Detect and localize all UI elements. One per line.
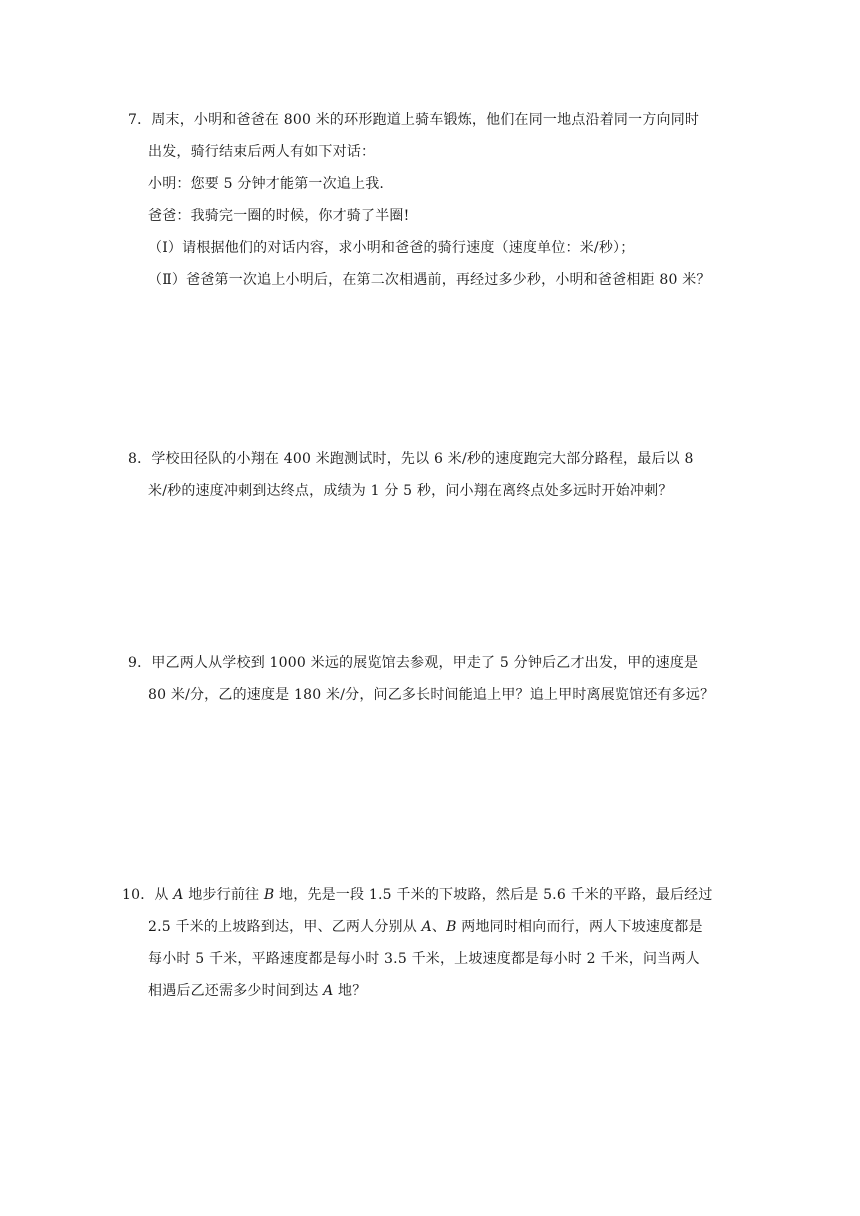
variable-b: B <box>263 887 275 903</box>
variable-a: A <box>421 919 432 935</box>
problem-line <box>128 443 738 475</box>
problem-7 <box>128 104 738 296</box>
problem-text-post: 两地同时相向而行，两人下坡速度都是 <box>456 919 703 935</box>
problem-text-pre: 从 <box>154 887 174 903</box>
problem-number: 10． <box>122 887 155 903</box>
problem-text-pre: 相遇后乙还需多少时间到达 <box>148 983 324 999</box>
problem-text: 学校田径队的小翔在 400 米跑测试时，先以 6 米/秒的速度跑完大部分路程，最后以 8 <box>151 451 694 467</box>
dialogue-xiaoming: 小明：您要 5 分钟才能第一次追上我. <box>148 176 385 192</box>
problem-line <box>128 911 738 943</box>
problem-line <box>128 104 738 136</box>
problem-9 <box>128 647 738 711</box>
problem-line: 每小时 5 千米，平路速度都是每小时 3.5 千米，上坡速度都是每小时 2 千米，问当两人 <box>148 951 700 967</box>
sub-question-1: （Ⅰ）请根据他们的对话内容，求小明和爸爸的骑行速度（速度单位：米/秒）； <box>148 240 635 256</box>
problem-line: 80 米/分，乙的速度是 180 米/分，问乙多长时间能追上甲？追上甲时离展览馆还有多远？ <box>148 687 715 703</box>
problem-text: 周末，小明和爸爸在 800 米的环形跑道上骑车锻炼，他们在同一地点沿着同一方向同时 <box>151 112 700 128</box>
problem-text-post: 地，先是一段 1.5 千米的下坡路，然后是 5.6 千米的平路，最后经过 <box>274 887 713 903</box>
problem-number: 8． <box>128 451 152 467</box>
problem-text: 甲乙两人从学校到 1000 米远的展览馆去参观，甲走了 5 分钟后乙才出发，甲的速度是 <box>151 655 699 671</box>
problem-line: 米/秒的速度冲刺到达终点，成绩为 1 分 5 秒，问小翔在离终点处多远时开始冲刺？ <box>148 483 673 499</box>
problem-line <box>128 647 738 679</box>
problem-line: 出发，骑行结束后两人有如下对话： <box>148 144 376 160</box>
problem-text-mid: 、 <box>431 919 447 935</box>
problem-line <box>122 879 738 911</box>
variable-a: A <box>323 983 334 999</box>
dialogue-dad: 爸爸：我骑完一圈的时候，你才骑了半圈! <box>148 208 410 224</box>
problem-number: 9． <box>128 655 152 671</box>
problem-10 <box>122 879 738 1007</box>
problem-8 <box>128 443 738 507</box>
problem-text-pre: 2.5 千米的上坡路到达，甲、乙两人分别从 <box>148 919 422 935</box>
problem-number: 7． <box>128 112 152 128</box>
variable-b: B <box>446 919 457 935</box>
problem-text-mid: 地步行前往 <box>183 887 264 903</box>
sub-question-2: （Ⅱ）爸爸第一次追上小明后，在第二次相遇前，再经过多少秒，小明和爸爸相距 80 米？ <box>148 272 711 288</box>
problem-text-mid: 地？ <box>333 983 367 999</box>
problem-line <box>128 975 738 1007</box>
variable-a: A <box>173 887 184 903</box>
